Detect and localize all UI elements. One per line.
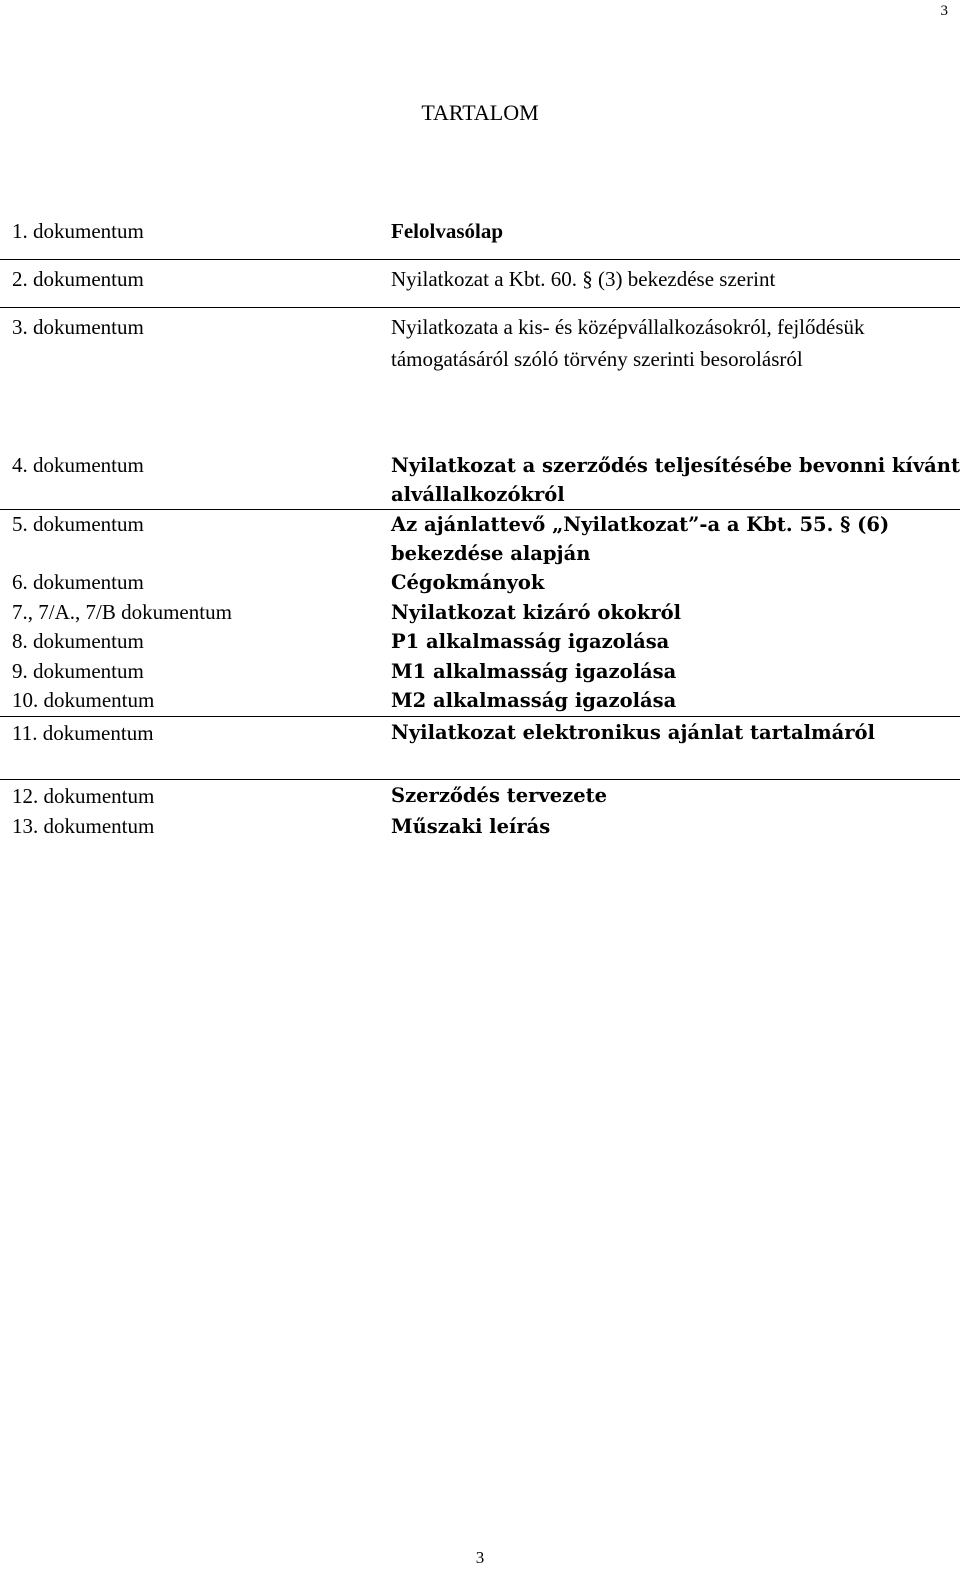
toc-item-number: 8. dokumentum xyxy=(12,629,144,653)
page-number-top: 3 xyxy=(940,3,948,19)
page-title: TARTALOM xyxy=(421,100,539,125)
toc-row xyxy=(0,212,960,260)
toc-item-title: Felolvasólap xyxy=(391,212,960,260)
page-number-bottom: 3 xyxy=(475,1548,485,1567)
toc-item-title: Szerződés tervezete xyxy=(391,783,608,807)
toc-item-title: Nyilatkozata a kis- és középvállalkozásokról, fejlődésük támogatásáról szóló törvény szerinti besorolásról xyxy=(391,315,865,371)
toc-item-title: Nyilatkozat kizáró okokról xyxy=(391,600,682,624)
toc-item-title: Cégokmányok xyxy=(391,571,545,594)
toc-item-title: Nyilatkozat a szerződés teljesítésébe bevonni kívánt alvállalkozókról xyxy=(391,443,960,510)
toc-row xyxy=(0,716,960,779)
toc-row xyxy=(0,598,960,628)
toc-item-number: 13. dokumentum xyxy=(12,813,155,838)
toc-row xyxy=(0,443,960,510)
toc-row xyxy=(0,308,960,388)
toc-item-number: 4. dokumentum xyxy=(0,443,391,510)
table-of-contents-lower xyxy=(0,443,960,841)
toc-item-title: Műszaki leírás xyxy=(391,814,551,838)
toc-item-number: 7., 7/A., 7/B dokumentum xyxy=(12,599,232,624)
toc-item-title: M2 alkalmasság igazolása xyxy=(391,686,960,716)
toc-item-number: 3. dokumentum xyxy=(12,315,144,339)
toc-row xyxy=(0,779,960,812)
toc-item-title: Nyilatkozat a Kbt. 60. § (3) bekezdése szerint xyxy=(391,260,960,308)
toc-item-number: 6. dokumentum xyxy=(12,570,144,594)
toc-item-number: 9. dokumentum xyxy=(12,658,144,683)
toc-item-title: M1 alkalmasság igazolása xyxy=(391,659,677,683)
toc-item-number: 11. dokumentum xyxy=(0,716,391,779)
toc-row xyxy=(0,568,960,598)
toc-row xyxy=(0,260,960,308)
toc-item-number: 1. dokumentum xyxy=(0,212,391,260)
table-of-contents-upper xyxy=(0,212,960,387)
toc-row xyxy=(0,657,960,687)
toc-row xyxy=(0,627,960,657)
toc-item-title: Az ajánlattevő „Nyilatkozat”-a a Kbt. 55. § (6) bekezdése alapján xyxy=(391,513,890,565)
toc-row xyxy=(0,686,960,716)
toc-item-title: Nyilatkozat elektronikus ajánlat tartalmáról xyxy=(391,716,960,779)
toc-item-number: 5. dokumentum xyxy=(12,512,144,536)
toc-item-number: 12. dokumentum xyxy=(12,783,155,808)
toc-row xyxy=(0,812,960,841)
toc-item-number: 10. dokumentum xyxy=(0,686,391,716)
toc-item-number: 2. dokumentum xyxy=(0,260,391,308)
toc-item-title: P1 alkalmasság igazolása xyxy=(391,630,670,653)
toc-row xyxy=(0,510,960,569)
